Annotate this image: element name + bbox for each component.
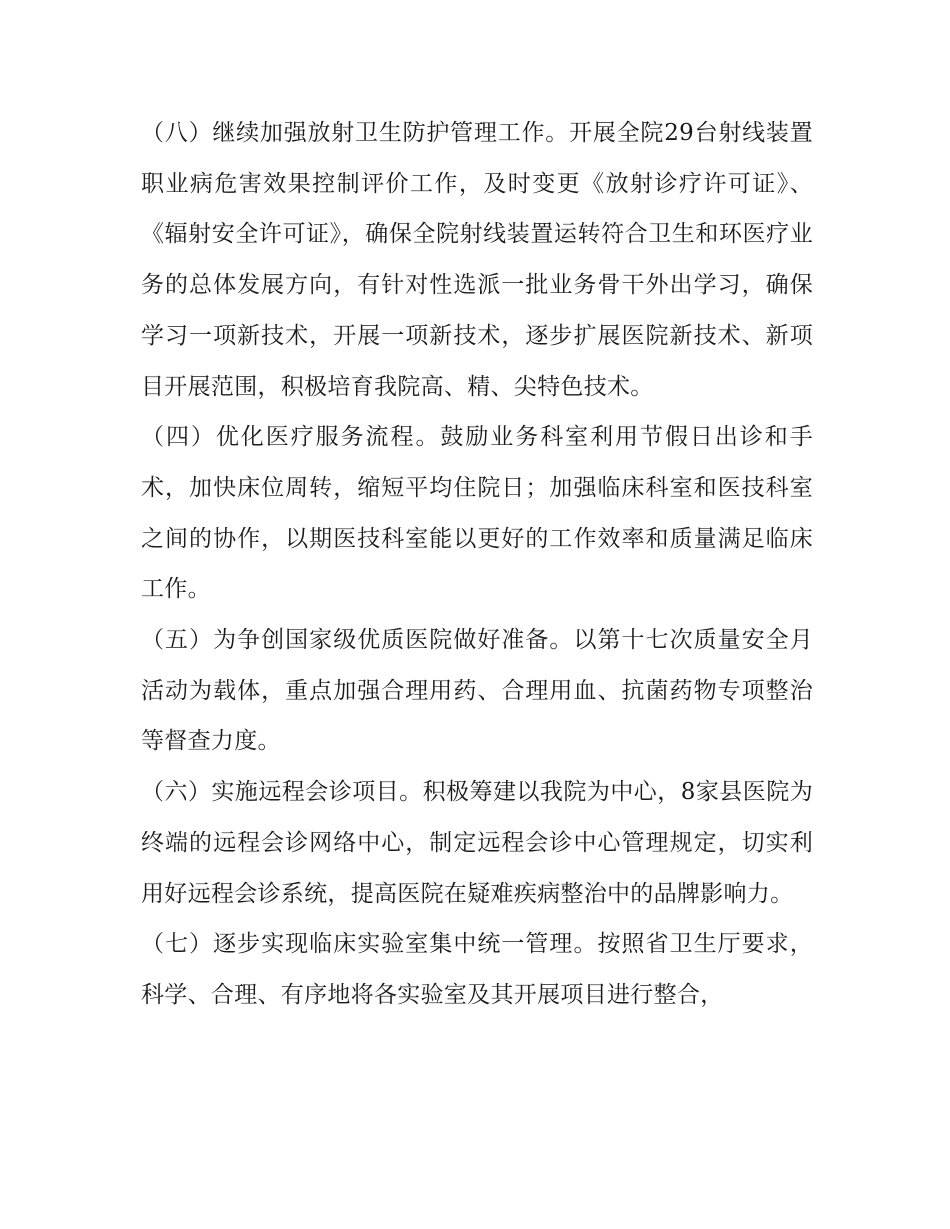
paragraph-service-process: （四）优化医疗服务流程。鼓励业务科室利用节假日出诊和手术，加快床位周转，缩短平均住院日；加强临床科室和医技科室之间的协作，以期医技科室能以更好的工作效率和质量满足临床工作。 <box>141 424 813 603</box>
paragraph-laboratory-management: （七）逐步实现临床实验室集中统一管理。按照省卫生厅要求，科学、合理、有序地将各实验室及其开展项目进行整合， <box>141 931 813 1008</box>
document-body <box>141 108 813 1021</box>
paragraph-radiation-protection: （八）继续加强放射卫生防护管理工作。开展全院29台射线装置职业病危害效果控制评价工作，及时变更《放射诊疗许可证》、《辐射安全许可证》，确保全院射线装置运转符合卫生和环医疗业务的总体发展方向，有针对性选派一批业务骨干外出学习，确保学习一项新技术，开展一项新技术，逐步扩展医院新技术、新项目开展范围，积极培育我院高、精、尖特色技术。 <box>141 120 813 400</box>
paragraph-remote-consultation: （六）实施远程会诊项目。积极筹建以我院为中心，8家县医院为终端的远程会诊网络中心，制定远程会诊中心管理规定，切实利用好远程会诊系统，提高医院在疑难疾病整治中的品牌影响力。 <box>141 779 813 907</box>
paragraph-quality-hospital: （五）为争创国家级优质医院做好准备。以第十七次质量安全月活动为载体，重点加强合理用药、合理用血、抗菌药物专项整治等督查力度。 <box>141 627 813 755</box>
